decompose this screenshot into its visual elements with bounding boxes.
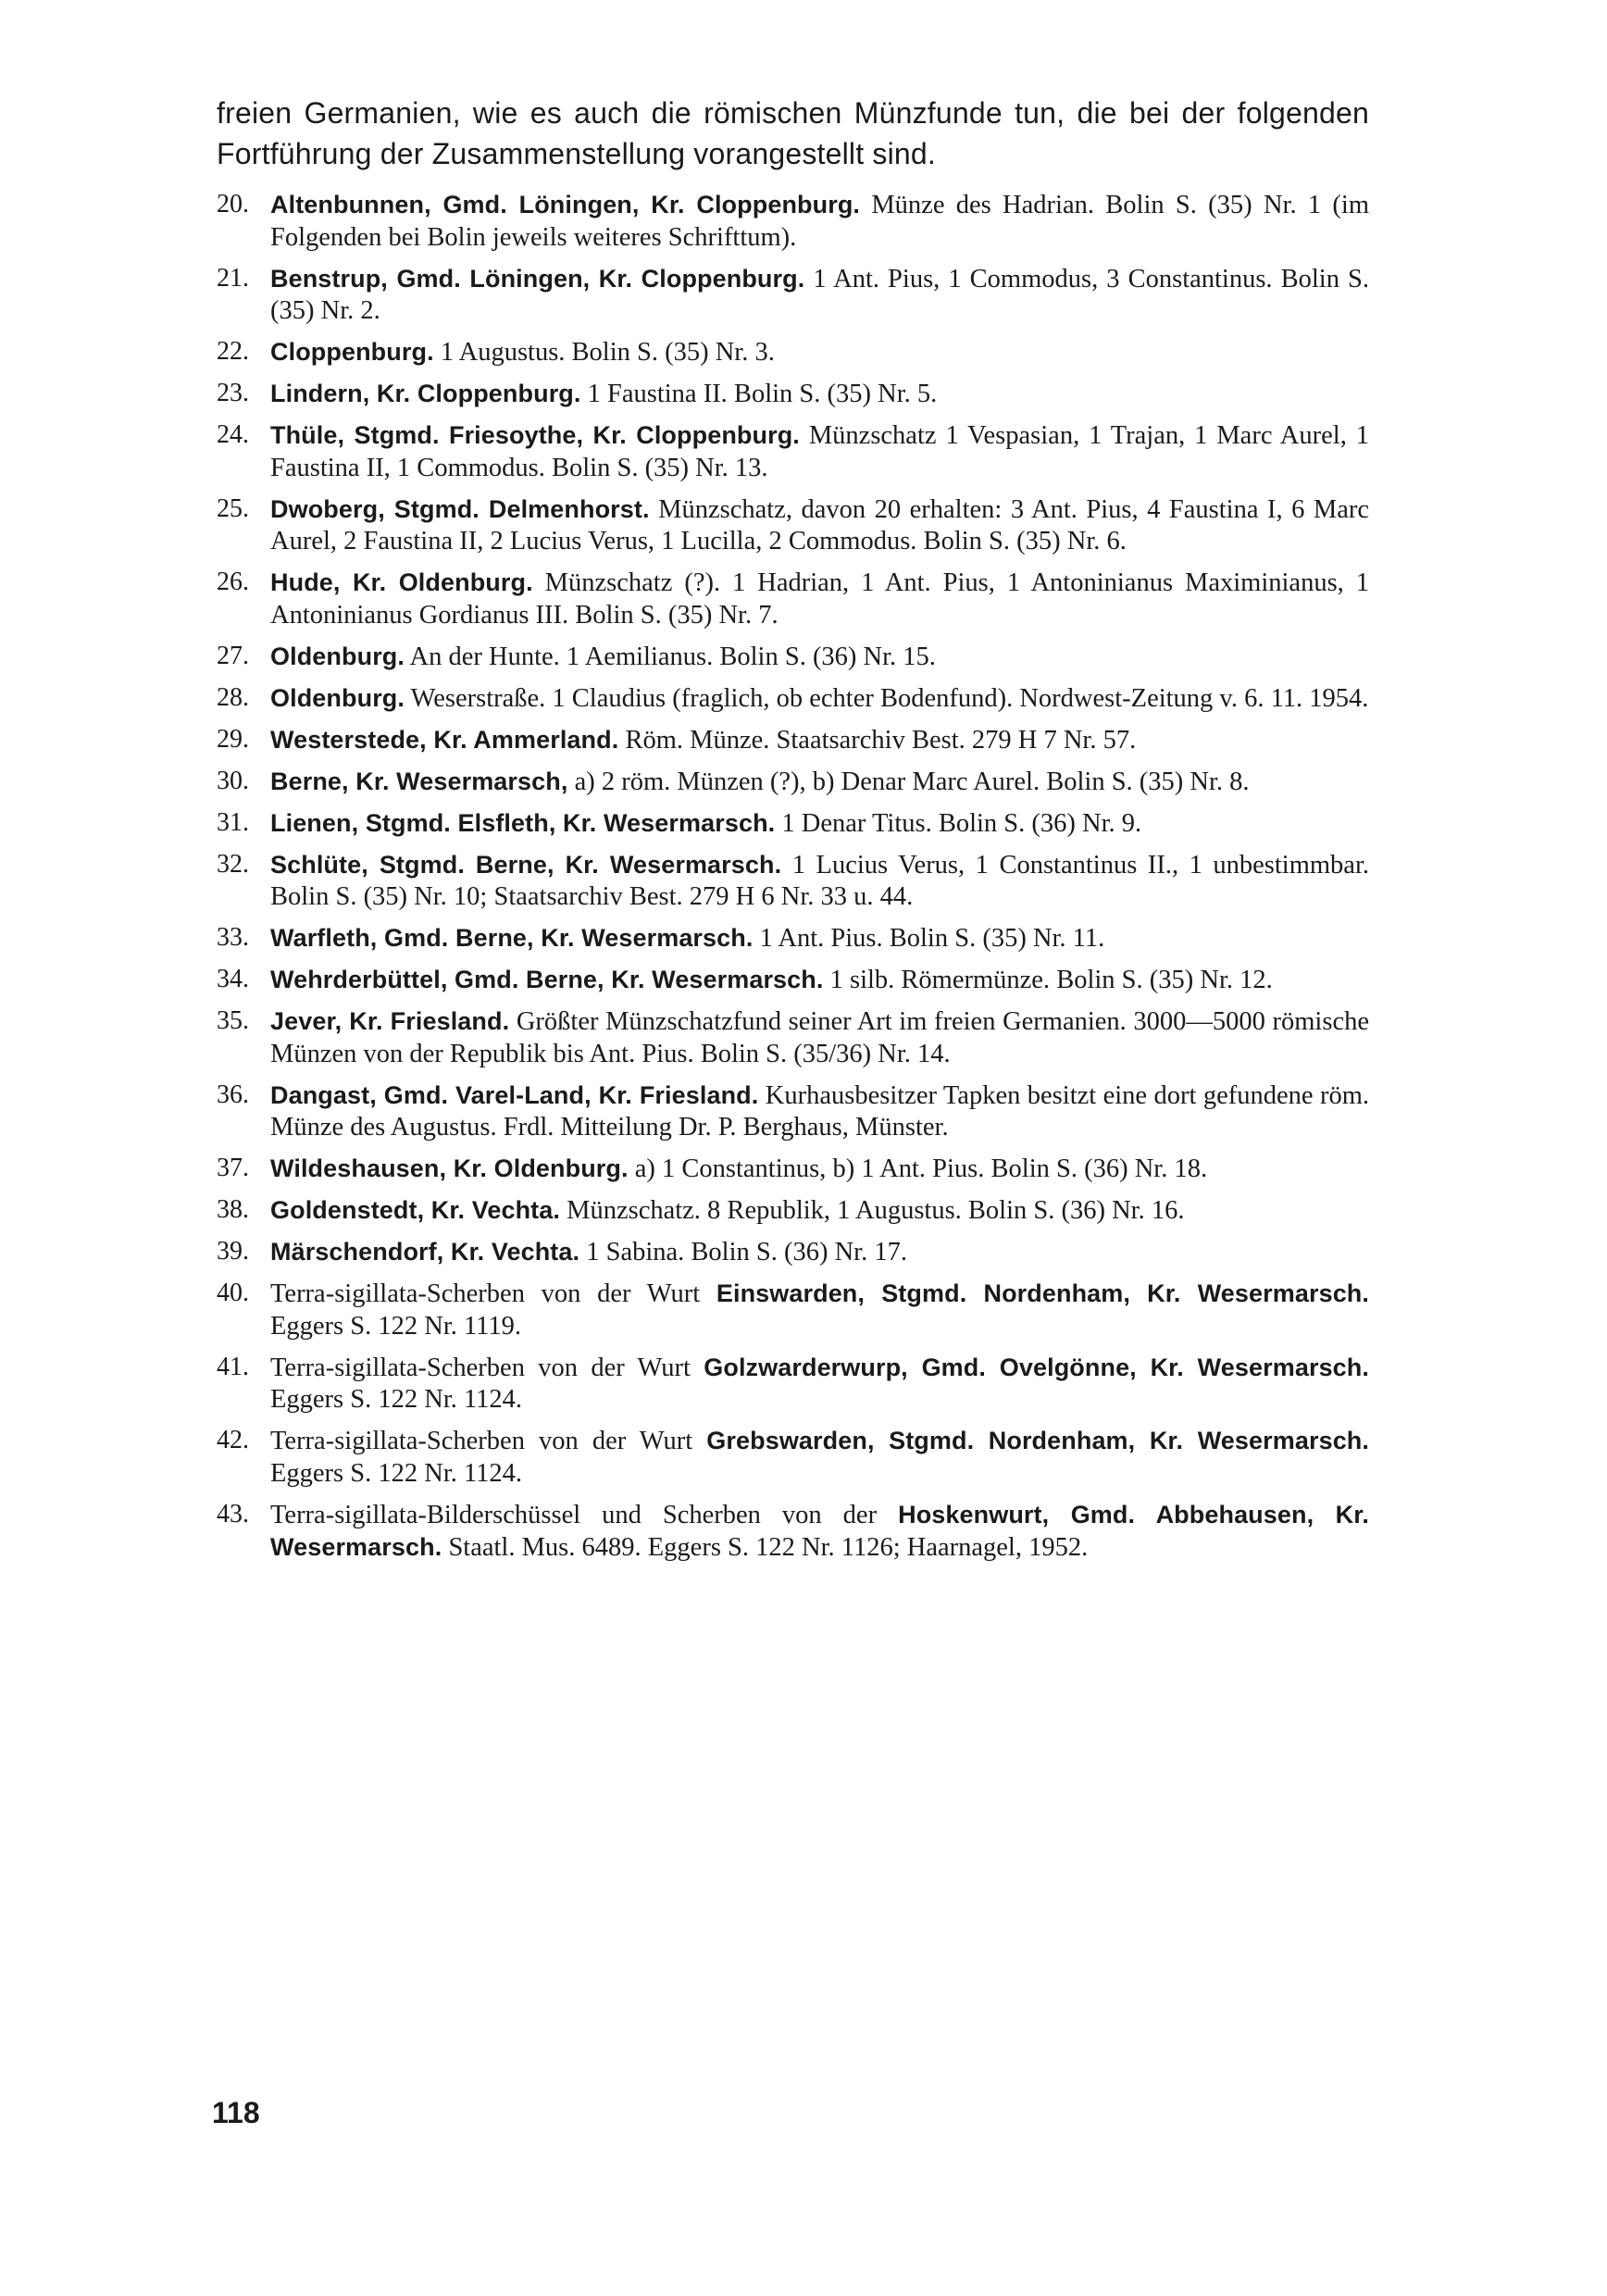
entry-description: a) 1 Constantinus, b) 1 Ant. Pius. Bolin S. (36) Nr. 18. xyxy=(628,1154,1208,1183)
find-entry xyxy=(217,682,1369,716)
find-entry xyxy=(217,419,1369,484)
find-entry xyxy=(217,1236,1369,1269)
entry-description: Kurhausbesitzer Tapken besitzt eine dort gefundene röm. Münze des Augustus. Frdl. Mitteilung Dr. P. Berghaus, Münster. xyxy=(270,1080,1369,1142)
entry-text xyxy=(270,419,1369,484)
find-list xyxy=(217,189,1369,1565)
entry-number: 21. xyxy=(217,263,249,293)
entry-text xyxy=(270,682,1369,716)
entry-location: Golzwarderwurp, Gmd. Ovelgönne, Kr. Wesermarsch. xyxy=(704,1353,1369,1381)
entry-description: 1 Ant. Pius. Bolin S. (35) Nr. 11. xyxy=(753,924,1105,953)
find-entry xyxy=(217,493,1369,558)
entry-description: 1 silb. Römermünze. Bolin S. (35) Nr. 12. xyxy=(823,966,1273,994)
entry-description: Röm. Münze. Staatsarchiv Best. 279 H 7 Nr. 57. xyxy=(618,725,1137,755)
entry-text xyxy=(270,807,1369,841)
entry-description: Eggers S. 122 Nr. 1124. xyxy=(270,1385,523,1414)
entry-text xyxy=(270,189,1369,254)
intro-paragraph: freien Germanien, wie es auch die römischen Münzfunde tun, die bei der folgenden Fortführung der Zusammenstellung vorangestellt sind. xyxy=(217,96,1369,170)
entry-location: Wehrderbüttel, Gmd. Berne, Kr. Wesermarsch. xyxy=(270,966,824,993)
entry-number: 37. xyxy=(217,1154,249,1182)
find-entry xyxy=(217,724,1369,757)
entry-location: Hoskenwurt, Gmd. Abbehausen, Kr. Wesermarsch. xyxy=(270,1500,1370,1561)
entry-text xyxy=(270,1236,1369,1269)
entry-location: Dangast, Gmd. Varel-Land, Kr. Friesland. xyxy=(270,1080,759,1109)
entry-location: Dwoberg, Stgmd. Delmenhorst. xyxy=(270,494,650,523)
entry-description: Eggers S. 122 Nr. 1119. xyxy=(270,1311,522,1341)
entry-description: 1 Sabina. Bolin S. (36) Nr. 17. xyxy=(579,1238,907,1267)
entry-description: Terra-sigillata-Scherben von der Wurt xyxy=(270,1427,707,1455)
entry-description: 1 Augustus. Bolin S. (35) Nr. 3. xyxy=(433,338,775,367)
find-entry xyxy=(217,378,1369,411)
entry-description: Terra-sigillata-Scherben von der Wurt xyxy=(270,1279,716,1308)
find-entry xyxy=(217,1499,1369,1565)
entry-description: Münzschatz, davon 20 erhalten: 3 Ant. Pius, 4 Faustina I, 6 Marc Aurel, 2 Faustina II, 2 Lucius Verus, 1 Lucilla, 2 Commodus. Bolin S. (35) Nr. 6. xyxy=(270,494,1369,555)
find-entry xyxy=(217,1079,1369,1144)
entry-description: Münzschatz. 8 Republik, 1 Augustus. Bolin S. (36) Nr. 16. xyxy=(559,1196,1185,1225)
find-entry xyxy=(217,189,1369,254)
entry-number: 26. xyxy=(217,568,249,596)
entry-location: Einswarden, Stgmd. Nordenham, Kr. Wesermarsch. xyxy=(716,1279,1370,1307)
entry-location: Benstrup, Gmd. Löningen, Kr. Cloppenburg. xyxy=(270,264,805,293)
find-entry xyxy=(217,1278,1369,1342)
entry-number: 42. xyxy=(217,1426,249,1454)
find-entry xyxy=(217,1005,1369,1070)
entry-location: Hude, Kr. Oldenburg. xyxy=(270,568,533,596)
entry-text xyxy=(270,922,1369,955)
entry-description: 1 Ant. Pius, 1 Commodus, 3 Constantinus. Bolin S. (35) Nr. 2. xyxy=(270,264,1369,325)
entry-description: Terra-sigillata-Bilderschüssel und Scherben von der xyxy=(270,1500,899,1529)
entry-text xyxy=(270,336,1369,369)
entry-text xyxy=(270,1153,1369,1186)
entry-number: 41. xyxy=(217,1352,249,1381)
entry-number: 28. xyxy=(217,682,249,712)
entry-description: Eggers S. 122 Nr. 1124. xyxy=(270,1458,523,1488)
entry-location: Oldenburg. xyxy=(270,642,405,670)
find-entry xyxy=(217,1425,1369,1490)
find-entry xyxy=(217,922,1369,955)
entry-location: Goldenstedt, Kr. Vechta. xyxy=(270,1196,560,1224)
find-entry xyxy=(217,263,1369,328)
find-entry xyxy=(217,1352,1369,1416)
page-number: 118 xyxy=(212,2096,260,2129)
entry-text xyxy=(270,1079,1369,1144)
entry-text xyxy=(270,1005,1369,1070)
entry-description: Münze des Hadrian. Bolin S. (35) Nr. 1 (im Folgenden bei Bolin jeweils weiteres Schrifttum). xyxy=(270,191,1369,252)
entry-text xyxy=(270,1278,1369,1342)
entry-location: Cloppenburg. xyxy=(270,338,434,366)
entry-text xyxy=(270,493,1369,558)
entry-number: 29. xyxy=(217,724,249,754)
entry-text xyxy=(270,641,1369,674)
entry-location: Warfleth, Gmd. Berne, Kr. Wesermarsch. xyxy=(270,924,754,952)
entry-text xyxy=(270,263,1369,328)
entry-number: 24. xyxy=(217,420,249,449)
entry-location: Märschendorf, Kr. Vechta. xyxy=(270,1238,580,1266)
find-entry xyxy=(217,807,1369,841)
entry-location: Grebswarden, Stgmd. Nordenham, Kr. Wesermarsch. xyxy=(706,1427,1369,1454)
entry-number: 32. xyxy=(217,849,249,879)
entry-number: 39. xyxy=(217,1237,249,1266)
entry-number: 40. xyxy=(217,1279,249,1307)
entry-location: Lindern, Kr. Cloppenburg. xyxy=(270,380,581,407)
entry-number: 30. xyxy=(217,766,249,795)
entry-number: 27. xyxy=(217,641,249,670)
entry-location: Thüle, Stgmd. Friesoythe, Kr. Cloppenburg. xyxy=(270,421,800,449)
entry-number: 20. xyxy=(217,190,249,218)
find-entry xyxy=(217,766,1369,799)
entry-description: Terra-sigillata-Scherben von der Wurt xyxy=(270,1353,704,1382)
entry-text xyxy=(270,1194,1369,1228)
entry-location: Berne, Kr. Wesermarsch, xyxy=(270,767,568,795)
entry-number: 38. xyxy=(217,1195,249,1224)
find-entry xyxy=(217,964,1369,997)
entry-text xyxy=(270,1499,1369,1565)
find-entry xyxy=(217,336,1369,369)
entry-text xyxy=(270,849,1369,914)
entry-description: a) 2 röm. Münzen (?), b) Denar Marc Aurel. Bolin S. (35) Nr. 8. xyxy=(567,767,1250,796)
find-entry xyxy=(217,1194,1369,1228)
entry-location: Oldenburg. xyxy=(270,683,405,712)
entry-description: Münzschatz 1 Vespasian, 1 Trajan, 1 Marc Aurel, 1 Faustina II, 1 Commodus. Bolin S. (35) Nr. 13. xyxy=(270,421,1369,482)
entry-description: Münzschatz (?). 1 Hadrian, 1 Ant. Pius, 1 Antoninianus Maximinianus, 1 Antoninianus Gordianus III. Bolin S. (35) Nr. 7. xyxy=(270,568,1369,630)
find-entry xyxy=(217,641,1369,674)
entry-description: An der Hunte. 1 Aemilianus. Bolin S. (36) Nr. 15. xyxy=(405,642,936,671)
entry-description: 1 Lucius Verus, 1 Constantinus II., 1 unbestimmbar. Bolin S. (35) Nr. 10; Staatsarchiv Best. 279 H 6 Nr. 33 u. 44. xyxy=(270,850,1369,911)
entry-location: Wildeshausen, Kr. Oldenburg. xyxy=(270,1154,629,1182)
entry-number: 36. xyxy=(217,1079,249,1109)
entry-text xyxy=(270,1352,1369,1416)
entry-description: Staatl. Mus. 6489. Eggers S. 122 Nr. 1126; Haarnagel, 1952. xyxy=(442,1533,1089,1562)
find-entry xyxy=(217,849,1369,914)
entry-description: Größter Münzschatzfund seiner Art im freien Germanien. 3000—5000 römische Münzen von der Republik bis Ant. Pius. Bolin S. (35/36) Nr. 14. xyxy=(270,1007,1369,1068)
entry-text xyxy=(270,378,1369,411)
entry-text xyxy=(270,964,1369,997)
entry-location: Altenbunnen, Gmd. Löningen, Kr. Cloppenburg. xyxy=(270,191,861,218)
entry-location: Jever, Kr. Friesland. xyxy=(270,1007,510,1035)
entry-number: 43. xyxy=(217,1499,249,1529)
entry-text xyxy=(270,724,1369,757)
entry-location: Westerstede, Kr. Ammerland. xyxy=(270,725,619,754)
entry-number: 22. xyxy=(217,337,249,366)
entry-description: 1 Denar Titus. Bolin S. (36) Nr. 9. xyxy=(775,808,1142,838)
entry-number: 34. xyxy=(217,965,249,993)
entry-number: 23. xyxy=(217,379,249,407)
entry-text xyxy=(270,567,1369,631)
entry-description: 1 Faustina II. Bolin S. (35) Nr. 5. xyxy=(580,380,938,408)
entry-description: Weserstraße. 1 Claudius (fraglich, ob echter Bodenfund). Nordwest-Zeitung v. 6. 11. 1954. xyxy=(405,683,1369,713)
entry-location: Schlüte, Stgmd. Berne, Kr. Wesermarsch. xyxy=(270,850,782,879)
entry-text xyxy=(270,766,1369,799)
entry-number: 33. xyxy=(217,923,249,952)
entry-text xyxy=(270,1425,1369,1490)
entry-number: 35. xyxy=(217,1006,249,1035)
find-entry xyxy=(217,1153,1369,1186)
entry-number: 25. xyxy=(217,493,249,523)
page-content xyxy=(217,93,1369,1573)
find-entry xyxy=(217,567,1369,631)
entry-number: 31. xyxy=(217,807,249,837)
entry-location: Lienen, Stgmd. Elsfleth, Kr. Wesermarsch. xyxy=(270,808,776,837)
